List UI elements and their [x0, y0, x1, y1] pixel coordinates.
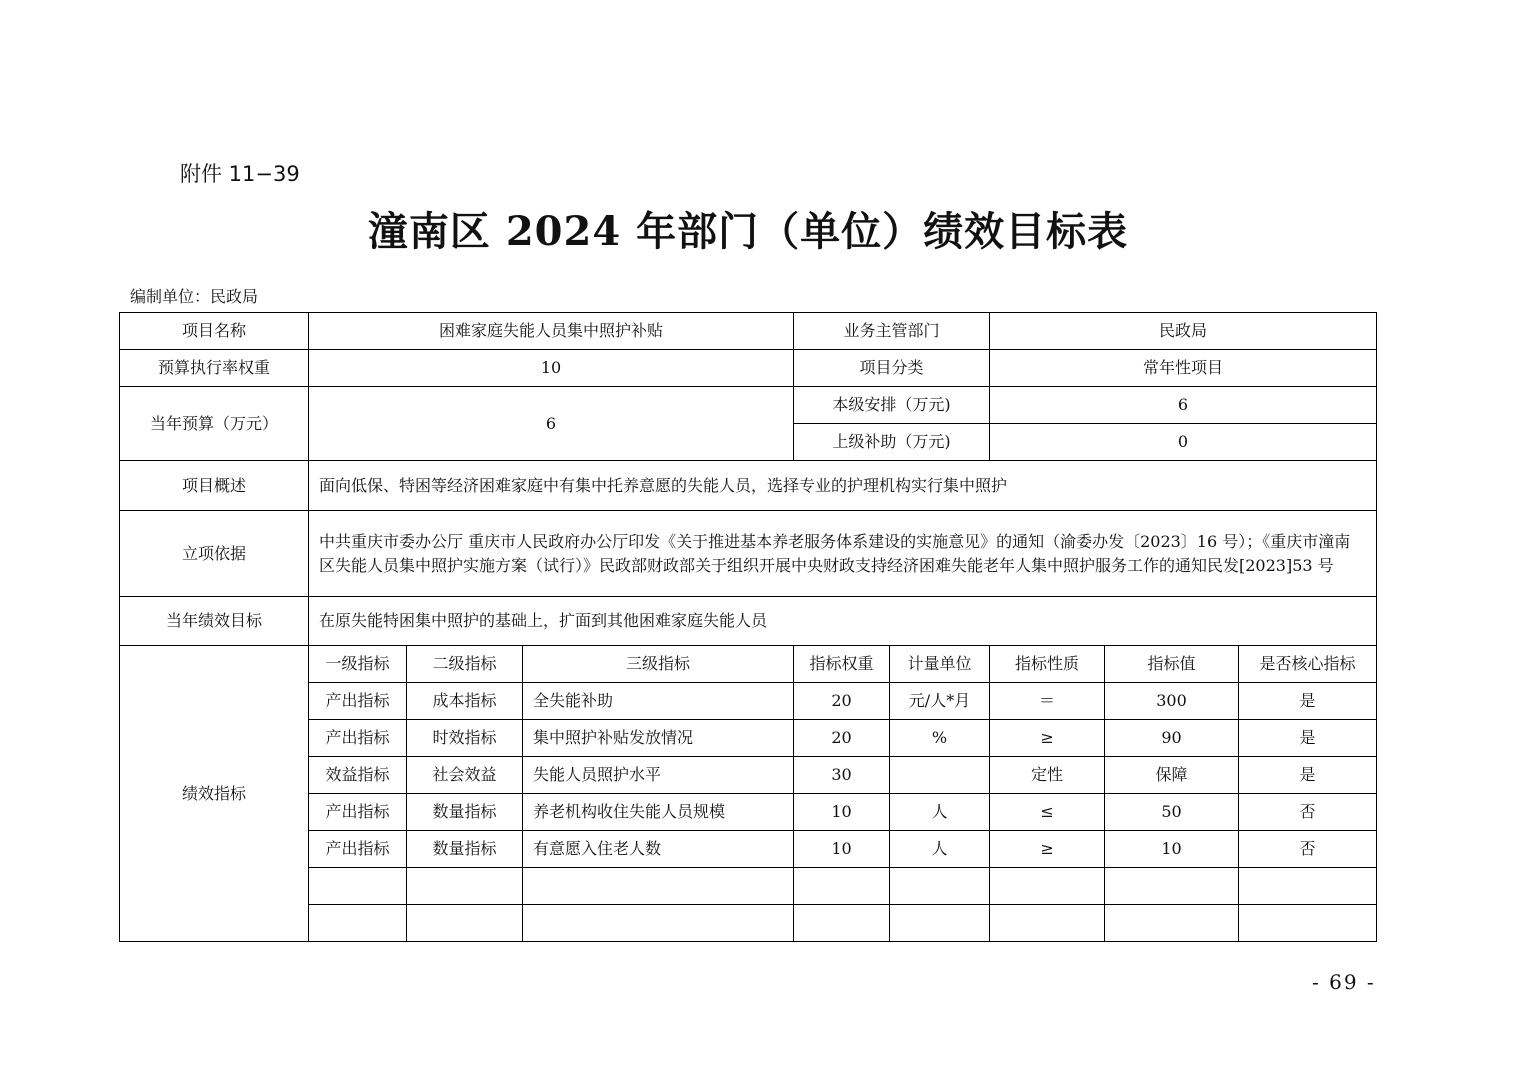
- budget-value: 6: [309, 387, 794, 461]
- header-nature: 指标性质: [990, 646, 1105, 683]
- goal-value: 在原失能特困集中照护的基础上，扩面到其他困难家庭失能人员: [309, 597, 1377, 646]
- cell-value: 90: [1105, 720, 1239, 757]
- row-project-name: [120, 313, 1377, 350]
- cell-level3: 有意愿入住老人数: [523, 831, 794, 868]
- cell-level1: [309, 868, 407, 905]
- attachment-label: 附件 11−39: [180, 162, 300, 186]
- dept-label: 业务主管部门: [794, 313, 990, 350]
- cell-level2: 数量指标: [407, 794, 523, 831]
- cell-nature: ≤: [990, 794, 1105, 831]
- document-title: 潼南区 2024 年部门（单位）绩效目标表: [367, 208, 1129, 255]
- overview-value: 面向低保、特困等经济困难家庭中有集中托养意愿的失能人员，选择专业的护理机构实行集中照护: [309, 461, 1377, 511]
- header-level1: 一级指标: [309, 646, 407, 683]
- dept-value: 民政局: [990, 313, 1377, 350]
- cell-level1: 效益指标: [309, 757, 407, 794]
- row-goal: [120, 597, 1377, 646]
- cell-level1: 产出指标: [309, 794, 407, 831]
- performance-target-table: [119, 312, 1377, 942]
- cell-level1: 产出指标: [309, 683, 407, 720]
- upper-label: 上级补助（万元): [794, 424, 990, 461]
- cell-weight: 20: [794, 720, 890, 757]
- cell-level3: 养老机构收住失能人员规模: [523, 794, 794, 831]
- cell-level2: [407, 905, 523, 942]
- compiling-unit: 编制单位：民政局: [130, 287, 259, 306]
- cell-level2: 时效指标: [407, 720, 523, 757]
- cell-level3: [523, 868, 794, 905]
- header-core: 是否核心指标: [1239, 646, 1377, 683]
- header-unit: 计量单位: [890, 646, 990, 683]
- cell-value: 50: [1105, 794, 1239, 831]
- cell-unit: %: [890, 720, 990, 757]
- cell-weight: 30: [794, 757, 890, 794]
- project-name-value: 困难家庭失能人员集中照护补贴: [309, 313, 794, 350]
- category-label: 项目分类: [794, 350, 990, 387]
- cell-level2: 社会效益: [407, 757, 523, 794]
- cell-nature: [990, 868, 1105, 905]
- header-value: 指标值: [1105, 646, 1239, 683]
- cell-unit: 元/人*月: [890, 683, 990, 720]
- cell-level3: 全失能补助: [523, 683, 794, 720]
- local-label: 本级安排（万元): [794, 387, 990, 424]
- local-value: 6: [990, 387, 1377, 424]
- cell-unit: 人: [890, 831, 990, 868]
- cell-value: 保障: [1105, 757, 1239, 794]
- row-basis: [120, 511, 1377, 597]
- cell-core: 否: [1239, 831, 1377, 868]
- perf-indicator-label: 绩效指标: [120, 646, 309, 942]
- cell-level2: [407, 868, 523, 905]
- cell-core: 是: [1239, 683, 1377, 720]
- indicator-row: [120, 831, 1377, 868]
- indicator-header-row: [120, 646, 1377, 683]
- header-weight: 指标权重: [794, 646, 890, 683]
- overview-label: 项目概述: [120, 461, 309, 511]
- indicator-row: [120, 720, 1377, 757]
- header-level3: 三级指标: [523, 646, 794, 683]
- row-budget-weight: [120, 350, 1377, 387]
- cell-value: 300: [1105, 683, 1239, 720]
- budget-weight-value: 10: [309, 350, 794, 387]
- cell-weight: 10: [794, 831, 890, 868]
- cell-core: 是: [1239, 720, 1377, 757]
- cell-level1: [309, 905, 407, 942]
- indicator-row-empty: [120, 868, 1377, 905]
- cell-nature: ＝: [990, 683, 1105, 720]
- indicator-row-empty: [120, 905, 1377, 942]
- cell-level2: 成本指标: [407, 683, 523, 720]
- indicator-row: [120, 757, 1377, 794]
- basis-label: 立项依据: [120, 511, 309, 597]
- cell-core: 否: [1239, 794, 1377, 831]
- cell-nature: [990, 905, 1105, 942]
- cell-unit: 人: [890, 794, 990, 831]
- cell-value: [1105, 905, 1239, 942]
- cell-level1: 产出指标: [309, 831, 407, 868]
- header-level2: 二级指标: [407, 646, 523, 683]
- cell-unit: [890, 868, 990, 905]
- cell-nature: ≥: [990, 831, 1105, 868]
- cell-unit: [890, 905, 990, 942]
- project-name-label: 项目名称: [120, 313, 309, 350]
- cell-weight: [794, 868, 890, 905]
- cell-weight: 10: [794, 794, 890, 831]
- cell-weight: [794, 905, 890, 942]
- category-value: 常年性项目: [990, 350, 1377, 387]
- cell-core: [1239, 868, 1377, 905]
- cell-nature: 定性: [990, 757, 1105, 794]
- cell-level3: [523, 905, 794, 942]
- cell-weight: 20: [794, 683, 890, 720]
- budget-label: 当年预算（万元）: [120, 387, 309, 461]
- cell-nature: ≥: [990, 720, 1105, 757]
- cell-level1: 产出指标: [309, 720, 407, 757]
- indicator-row: [120, 794, 1377, 831]
- cell-core: [1239, 905, 1377, 942]
- upper-value: 0: [990, 424, 1377, 461]
- cell-level3: 集中照护补贴发放情况: [523, 720, 794, 757]
- page-number: - 69 -: [1312, 970, 1376, 994]
- goal-label: 当年绩效目标: [120, 597, 309, 646]
- cell-level2: 数量指标: [407, 831, 523, 868]
- cell-unit: [890, 757, 990, 794]
- budget-weight-label: 预算执行率权重: [120, 350, 309, 387]
- cell-value: 10: [1105, 831, 1239, 868]
- cell-value: [1105, 868, 1239, 905]
- row-budget-local: [120, 387, 1377, 424]
- cell-level3: 失能人员照护水平: [523, 757, 794, 794]
- row-overview: [120, 461, 1377, 511]
- indicator-row: [120, 683, 1377, 720]
- basis-value: 中共重庆市委办公厅 重庆市人民政府办公厅印发《关于推进基本养老服务体系建设的实施意见》的通知（渝委办发〔2023〕16 号）；《重庆市潼南区失能人员集中照护实施方案（试行）》民政部财政部关于组织开展中央财政支持经济困难失能老年人集中照护服务工作的通知民发[2023]53 号: [309, 511, 1377, 597]
- cell-core: 是: [1239, 757, 1377, 794]
